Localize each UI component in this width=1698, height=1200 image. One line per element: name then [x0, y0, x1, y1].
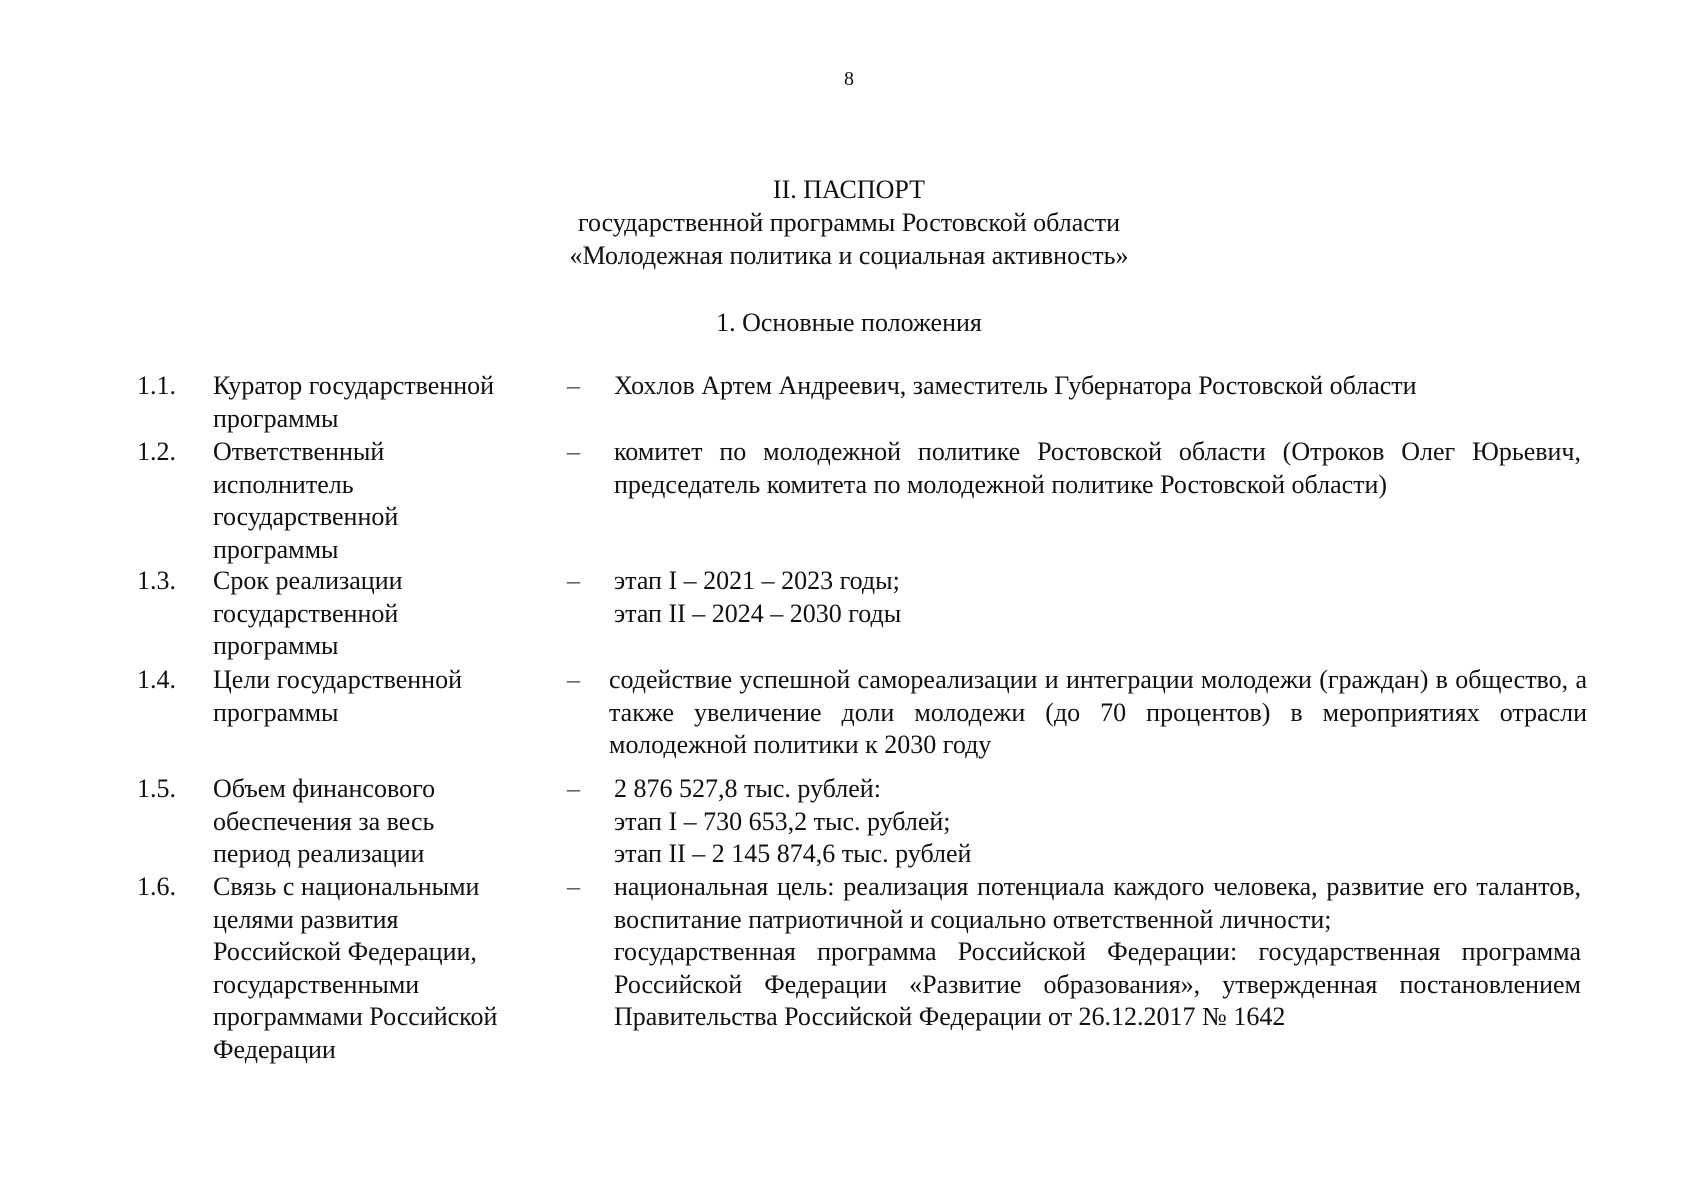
row-dash: –: [567, 371, 580, 400]
title-line-1: II. ПАСПОРТ: [772, 175, 926, 204]
section-heading: 1. Основные положения: [716, 308, 982, 337]
row-dash: –: [567, 774, 580, 803]
row-value: [614, 565, 1581, 630]
value-line: этап I – 2021 – 2023 годы;: [614, 566, 900, 595]
value-line: этап I – 730 653,2 тыс. рублей;: [614, 806, 951, 836]
row-number: 1.6.: [137, 872, 176, 901]
value-line: этап II – 2 145 874,6 тыс. рублей: [614, 839, 972, 869]
row-value: содействие успешной самореализации и интеграции молодежи (граждан) в общество, а также увеличение доли молодежи (до 70 процентов) в мероприятиях отрасли молодежной политики к 2030 году: [609, 665, 1587, 760]
row-label: Цели государственной программы: [213, 665, 463, 727]
row-label: Объем финансового обеспечения за весь период реализации: [213, 774, 436, 869]
row-number: 1.1.: [137, 371, 176, 400]
row-dash: –: [567, 437, 580, 466]
row-number: 1.3.: [137, 566, 176, 595]
row-dash: –: [567, 872, 580, 901]
document-title: [0, 173, 1698, 272]
row-value: комитет по молодежной политике Ростовской области (Отроков Олег Юрьевич, председатель комитета по молодежной политике Ростовской области): [614, 437, 1581, 499]
title-line-2: государственной программы Ростовской области: [577, 208, 1121, 237]
value-paragraph: национальная цель: реализация потенциала каждого человека, развитие его талантов, воспитание патриотичной и социально ответственной личности;: [614, 872, 1581, 934]
row-dash: –: [567, 665, 580, 694]
row-value: [614, 773, 1581, 871]
row-dash: –: [567, 566, 580, 595]
value-line: 2 876 527,8 тыс. рублей:: [614, 774, 881, 803]
row-value: [614, 871, 1581, 1034]
row-number: 1.4.: [137, 665, 176, 694]
row-label: Ответственный исполнитель государственной программы: [213, 437, 399, 564]
row-label: Срок реализации государственной программы: [213, 566, 403, 661]
row-number: 1.2.: [137, 437, 176, 466]
value-paragraph: государственная программа Российской Федерации: государственная программа Российской Федерации «Развитие образования», утвержденная постановлением Правительства Российской Федерации от 26.12.2017 № 1642: [614, 937, 1581, 1032]
page-number: 8: [844, 68, 854, 90]
value-line: этап II – 2024 – 2030 годы: [614, 598, 902, 628]
row-number: 1.5.: [137, 774, 176, 803]
row-label: Куратор государственной программы: [213, 371, 495, 433]
row-label: Связь с национальными целями развития Российской Федерации, государственными программами Российской Федерации: [213, 872, 498, 1064]
title-line-3: «Молодежная политика и социальная активность»: [569, 241, 1129, 270]
row-value: Хохлов Артем Андреевич, заместитель Губернатора Ростовской области: [614, 371, 1417, 400]
